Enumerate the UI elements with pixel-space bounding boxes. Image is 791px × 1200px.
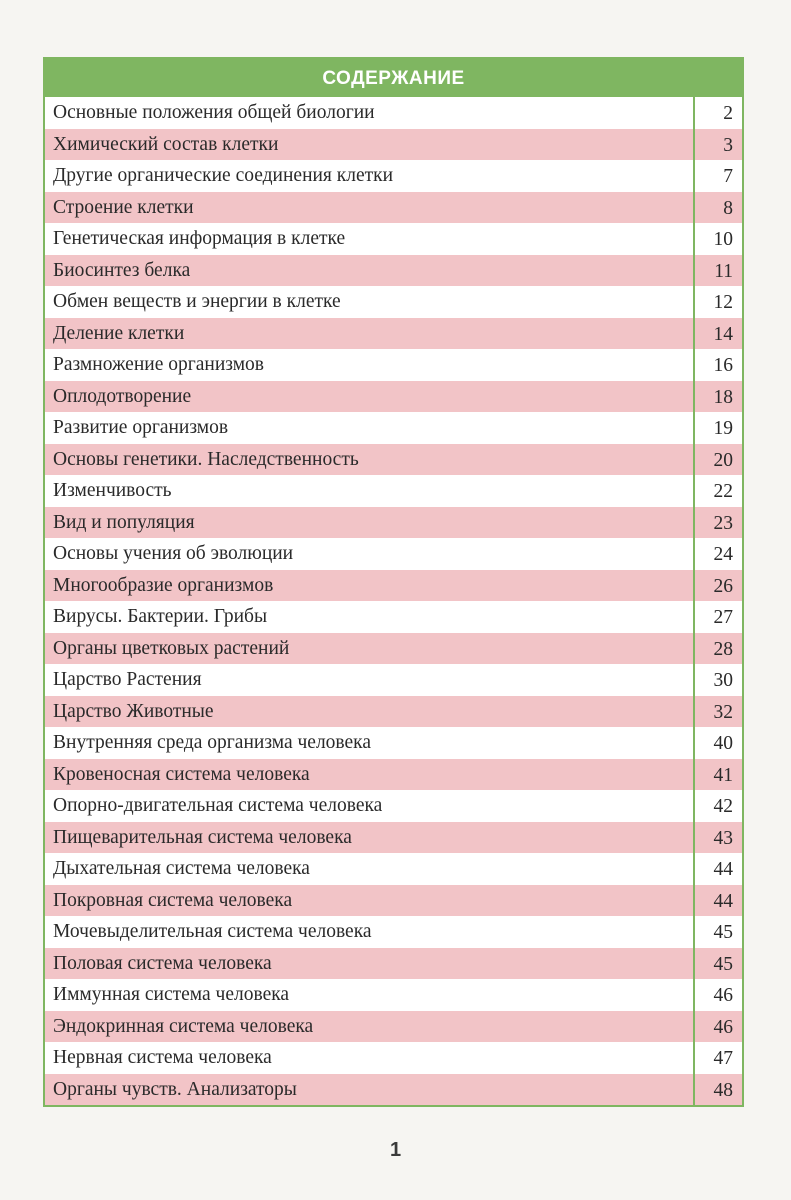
toc-entry-page: 46	[693, 1011, 742, 1043]
toc-row[interactable]	[45, 1074, 742, 1106]
toc-entry-page: 42	[713, 796, 733, 817]
toc-entry-title: Вирусы. Бактерии. Грибы	[53, 606, 268, 627]
toc-row[interactable]	[45, 727, 742, 759]
toc-entry-page: 45	[713, 922, 733, 943]
toc-entry-page: 7	[723, 166, 733, 187]
toc-entry-page: 45	[693, 948, 742, 980]
toc-entry-page: 28	[693, 633, 742, 665]
toc-row[interactable]	[45, 1011, 742, 1043]
toc-row[interactable]	[45, 885, 742, 917]
toc-entry-page: 32	[693, 696, 742, 728]
toc-entry-title: Иммунная система человека	[53, 984, 290, 1005]
toc-entry-title: Биосинтез белка	[45, 255, 693, 287]
toc-entry-page: 41	[693, 759, 742, 791]
toc-row[interactable]	[45, 507, 742, 539]
toc-entry-title: Вид и популяция	[45, 507, 693, 539]
toc-row[interactable]	[45, 129, 742, 161]
toc-entry-page: 27	[713, 607, 733, 628]
toc-row[interactable]	[45, 318, 742, 350]
toc-row[interactable]	[45, 381, 742, 413]
toc-entry-title: Генетическая информация в клетке	[53, 228, 346, 249]
toc-entry-page: 18	[693, 381, 742, 413]
table-of-contents	[43, 57, 744, 1107]
toc-row[interactable]	[45, 475, 742, 507]
toc-entry-page: 22	[713, 481, 733, 502]
toc-entry-title: Дыхательная система человека	[53, 858, 310, 879]
toc-entry-page: 16	[713, 355, 733, 376]
toc-row[interactable]	[45, 822, 742, 854]
toc-entry-page: 43	[693, 822, 742, 854]
toc-row[interactable]	[45, 948, 742, 980]
toc-entry-title: Оплодотворение	[45, 381, 693, 413]
toc-row[interactable]	[45, 255, 742, 287]
toc-entry-page: 46	[713, 985, 733, 1006]
toc-row[interactable]	[45, 538, 742, 570]
toc-entry-page: 23	[693, 507, 742, 539]
toc-row[interactable]	[45, 160, 742, 192]
toc-row[interactable]	[45, 286, 742, 318]
toc-row[interactable]	[45, 570, 742, 602]
toc-entry-title: Эндокринная система человека	[45, 1011, 693, 1043]
toc-entry-title: Половая система человека	[45, 948, 693, 980]
toc-entry-page: 24	[713, 544, 733, 565]
toc-entry-page: 19	[713, 418, 733, 439]
toc-entry-page: 26	[693, 570, 742, 602]
toc-entry-title: Царство Растения	[53, 669, 202, 690]
toc-heading: СОДЕРЖАНИЕ	[45, 59, 742, 97]
toc-entry-page: 47	[713, 1048, 733, 1069]
toc-row[interactable]	[45, 790, 742, 822]
toc-entry-page: 8	[693, 192, 742, 224]
toc-entry-title: Многообразие организмов	[45, 570, 693, 602]
toc-entry-page: 44	[693, 885, 742, 917]
toc-row[interactable]	[45, 633, 742, 665]
toc-row[interactable]	[45, 916, 742, 948]
toc-row[interactable]	[45, 1042, 742, 1074]
toc-row[interactable]	[45, 696, 742, 728]
page-number: 1	[389, 1139, 402, 1161]
toc-entry-title: Покровная система человека	[45, 885, 693, 917]
toc-entry-title: Другие органические соединения клетки	[53, 165, 394, 186]
toc-row[interactable]	[45, 223, 742, 255]
toc-entry-page: 30	[713, 670, 733, 691]
toc-entry-page: 20	[693, 444, 742, 476]
toc-entry-title: Деление клетки	[45, 318, 693, 350]
toc-entry-page: 48	[693, 1074, 742, 1106]
toc-row[interactable]	[45, 412, 742, 444]
toc-row[interactable]	[45, 664, 742, 696]
toc-row[interactable]	[45, 979, 742, 1011]
toc-entry-page: 11	[693, 255, 742, 287]
toc-entry-title: Основы учения об эволюции	[53, 543, 294, 564]
toc-entry-title: Основы генетики. Наследственность	[45, 444, 693, 476]
toc-entry-title: Изменчивость	[53, 480, 172, 501]
toc-row[interactable]	[45, 759, 742, 791]
toc-entry-title: Размножение организмов	[53, 354, 264, 375]
toc-row[interactable]	[45, 601, 742, 633]
toc-entry-title: Развитие организмов	[53, 417, 229, 438]
toc-entry-title: Опорно-двигательная система человека	[53, 795, 383, 816]
toc-row[interactable]	[45, 853, 742, 885]
toc-entry-page: 10	[713, 229, 733, 250]
toc-entry-title: Химический состав клетки	[45, 129, 693, 161]
toc-entry-title: Органы чувств. Анализаторы	[45, 1074, 693, 1106]
toc-row[interactable]	[45, 192, 742, 224]
toc-entry-title: Нервная система человека	[53, 1047, 272, 1068]
toc-entry-page: 2	[723, 103, 733, 124]
toc-entry-title: Мочевыделительная система человека	[53, 921, 372, 942]
toc-entry-page: 3	[693, 129, 742, 161]
toc-row[interactable]	[45, 444, 742, 476]
toc-entry-page: 12	[713, 292, 733, 313]
toc-body	[45, 97, 742, 1105]
toc-entry-page: 14	[693, 318, 742, 350]
toc-entry-title: Основные положения общей биологии	[53, 102, 375, 123]
toc-entry-page: 40	[713, 733, 733, 754]
toc-entry-title: Внутренняя среда организма человека	[53, 732, 372, 753]
toc-entry-title: Царство Животные	[45, 696, 693, 728]
toc-entry-title: Органы цветковых растений	[45, 633, 693, 665]
toc-entry-page: 44	[713, 859, 733, 880]
toc-entry-title: Обмен веществ и энергии в клетке	[53, 291, 341, 312]
toc-entry-title: Строение клетки	[45, 192, 693, 224]
toc-row[interactable]	[45, 349, 742, 381]
toc-row[interactable]	[45, 97, 742, 129]
toc-entry-title: Пищеварительная система человека	[45, 822, 693, 854]
toc-entry-title: Кровеносная система человека	[45, 759, 693, 791]
